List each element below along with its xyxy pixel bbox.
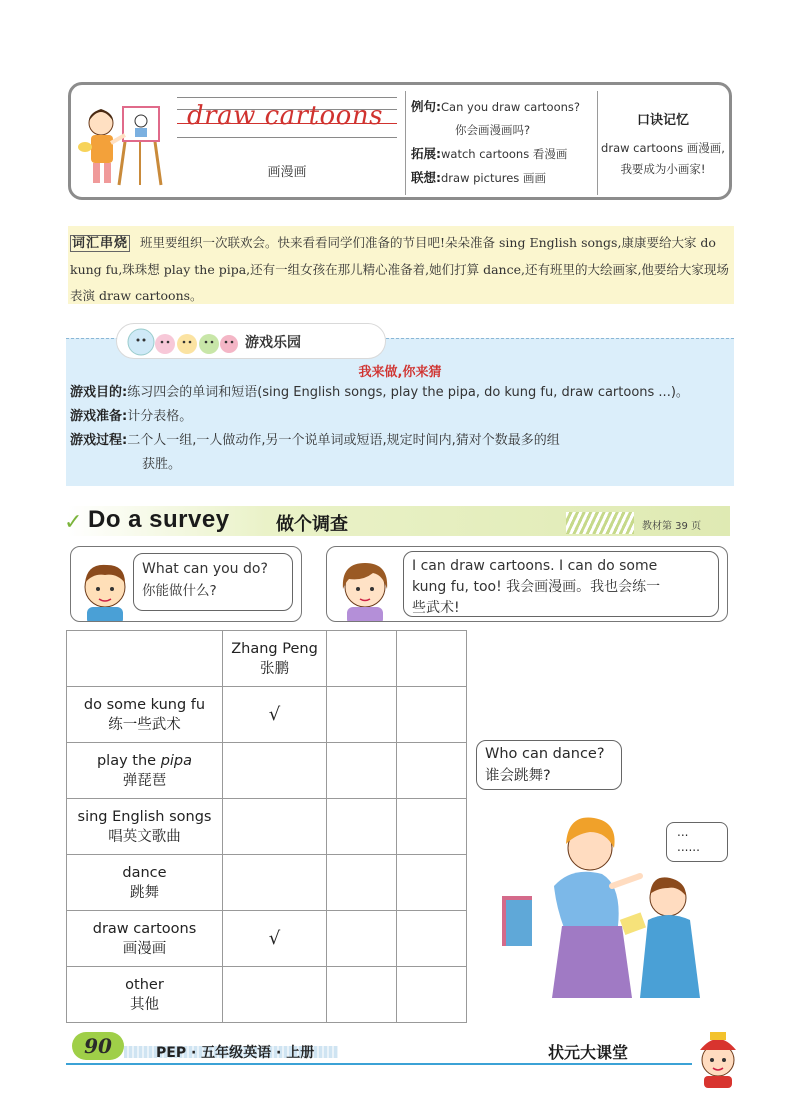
table-row: play the pipa 弹琵琶	[67, 743, 467, 799]
purpose-text: 练习四会的单词和短语(sing English songs, play the pipa, do kung fu, draw cartoons ...)。	[127, 385, 689, 400]
table-header-empty	[67, 631, 223, 687]
game-subtitle: 我来做,你来猜	[358, 365, 442, 380]
answer-line-3: 些武术!	[412, 600, 460, 616]
scene-question-bubble	[476, 740, 622, 790]
answer-line-2: kung fu, too! 我会画漫画。我也会练一	[412, 579, 661, 595]
decorative-stripes	[566, 512, 634, 534]
survey-cell[interactable]	[223, 967, 327, 1023]
process-label: 游戏过程:	[70, 433, 128, 448]
game-block	[66, 335, 734, 486]
survey-cell[interactable]	[223, 743, 327, 799]
example-cn: 你会画漫画吗?	[455, 123, 531, 137]
table-header-blank[interactable]	[397, 631, 467, 687]
process-text-2: 获胜。	[142, 457, 182, 472]
assoc-label: 联想:	[411, 170, 441, 185]
survey-cell[interactable]	[397, 743, 467, 799]
survey-cell[interactable]	[327, 743, 397, 799]
survey-subtitle: 做个调查	[276, 514, 348, 535]
story-text: 班里要组织一次联欢会。快来看看同学们准备的节目吧!朵朵准备 sing English songs,康康要给大家 do kung fu,珠珠想 play the pipa,还有一组女孩在那儿精心准备着,她们打算 dance,还有班里的大绘画家,他要给大家现场表演 draw cartoons。	[70, 235, 729, 303]
answer-line-1: I can draw cartoons. I can do some	[412, 558, 658, 574]
game-instructions	[70, 381, 730, 477]
mnemonic-title: 口诀记忆	[636, 113, 689, 128]
purpose-label: 游戏目的:	[70, 385, 128, 400]
survey-cell[interactable]	[397, 967, 467, 1023]
assoc-text: draw pictures 画画	[441, 171, 546, 185]
scene-reply-bubble: ... ......	[666, 822, 728, 862]
prep-text: 计分表格。	[127, 409, 193, 424]
boy-avatar	[75, 557, 135, 622]
example-en: Can you draw cartoons?	[441, 100, 581, 114]
survey-cell[interactable]	[223, 799, 327, 855]
game-title: 游戏乐园	[245, 335, 301, 351]
survey-cell[interactable]	[397, 855, 467, 911]
extend-label: 拓展:	[411, 146, 441, 161]
mnemonic-line-2: 我要成为小画家!	[620, 162, 706, 176]
table-header-blank[interactable]	[327, 631, 397, 687]
table-row: sing English songs 唱英文歌曲	[67, 799, 467, 855]
page-number: 90	[72, 1032, 124, 1060]
survey-cell[interactable]	[397, 911, 467, 967]
example-label: 例句:	[411, 99, 441, 114]
story-tag: 词汇串烧	[72, 236, 129, 251]
table-row: do some kung fu 练一些武术 √	[67, 687, 467, 743]
extend-text: watch cartoons 看漫画	[441, 147, 568, 161]
book-title: PEP · 五年级英语 · 上册	[156, 1045, 315, 1061]
survey-title: Do a survey	[88, 506, 230, 533]
game-header	[116, 323, 386, 359]
vocab-card	[68, 82, 732, 200]
table-row: dance 跳舞	[67, 855, 467, 911]
table-header-row	[67, 631, 467, 687]
vocab-word-area	[177, 91, 401, 195]
survey-cell[interactable]	[327, 855, 397, 911]
question-en: What can you do?	[142, 561, 268, 577]
survey-cell[interactable]	[327, 911, 397, 967]
survey-cell[interactable]	[397, 687, 467, 743]
survey-table	[66, 630, 467, 1023]
footer-line	[66, 1063, 692, 1065]
question-bubble	[133, 553, 293, 611]
girl-painting-illustration	[77, 93, 169, 193]
textbook-page-ref: 教材第 39 页	[642, 521, 702, 532]
survey-cell[interactable]	[327, 967, 397, 1023]
check-icon: ✓	[64, 510, 83, 535]
survey-cell[interactable]	[327, 799, 397, 855]
cute-characters-icon	[125, 326, 239, 358]
dialog-panel-answer	[326, 546, 728, 622]
vocab-word: draw cartoons	[187, 101, 383, 131]
table-header-name: Zhang Peng 张鹏	[223, 631, 327, 687]
survey-cell[interactable]	[327, 687, 397, 743]
survey-cell[interactable]	[223, 855, 327, 911]
table-row: other 其他	[67, 967, 467, 1023]
check-mark: √	[223, 911, 327, 967]
mascot-icon	[690, 1026, 746, 1088]
check-mark: √	[223, 687, 327, 743]
girl-avatar	[333, 555, 397, 622]
prep-label: 游戏准备:	[70, 409, 128, 424]
vocab-mnemonic	[599, 93, 727, 180]
survey-cell[interactable]	[397, 799, 467, 855]
vocab-meaning: 画漫画	[267, 165, 307, 180]
dialog-panel-question	[70, 546, 302, 622]
answer-bubble	[403, 551, 719, 617]
table-row: draw cartoons 画漫画 √	[67, 911, 467, 967]
question-cn: 你能做什么?	[142, 583, 217, 599]
scene-question-en: Who can dance?	[485, 746, 605, 762]
mnemonic-line-1: draw cartoons 画漫画,	[601, 141, 725, 155]
vocab-examples	[411, 95, 601, 190]
process-text-1: 二个人一组,一人做动作,另一个说单词或短语,规定时间内,猜对个数最多的组	[127, 433, 560, 448]
brand-name: 状元大课堂	[548, 1043, 629, 1062]
story-block	[68, 226, 734, 304]
scene-question-cn: 谁会跳舞?	[485, 768, 551, 784]
